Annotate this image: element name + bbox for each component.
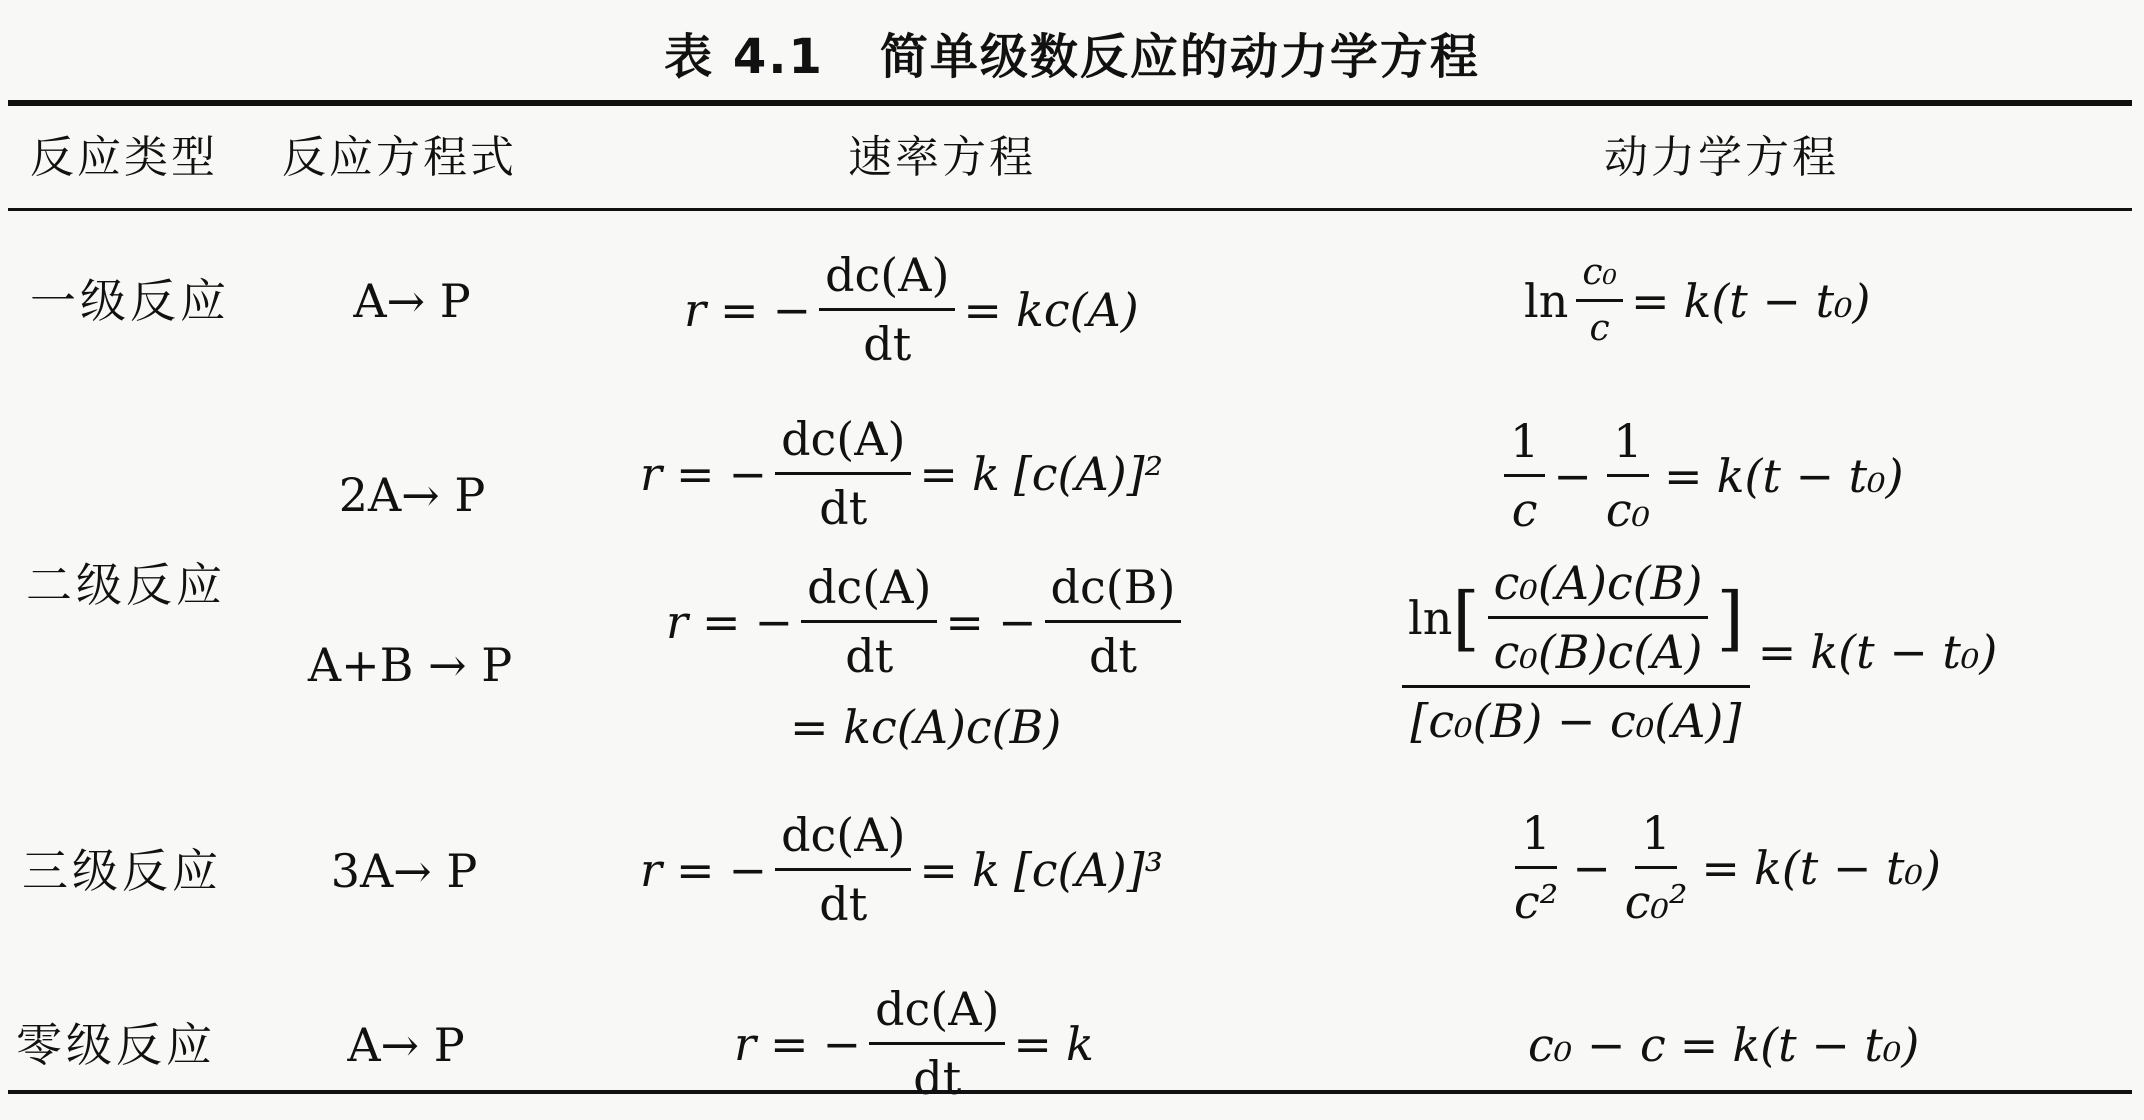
math-term: dt xyxy=(913,1051,962,1105)
math-term: k(t − t₀) xyxy=(1683,273,1871,328)
table-title-text: 简单级数反应的动力学方程 xyxy=(879,29,1480,85)
row-zero-kinetic-equation xyxy=(1528,1018,1919,1072)
math-term: r xyxy=(640,446,662,501)
header-reaction-equation: 反应方程式 xyxy=(282,132,517,183)
math-term: dc(A) xyxy=(801,560,937,623)
math-term: = xyxy=(945,594,984,649)
math-term: k(t − t₀) xyxy=(1716,448,1904,503)
math-term: − xyxy=(728,842,768,897)
math-term: k xyxy=(971,842,1000,897)
math-term: − xyxy=(754,594,794,649)
math-term: c₀ xyxy=(1582,252,1617,293)
row-first-type: 一级反应 xyxy=(30,274,230,328)
math-term: = xyxy=(1701,840,1740,895)
row-second-rate-equation-b xyxy=(666,560,1189,683)
math-term: c₀ xyxy=(1605,483,1651,537)
math-term: = xyxy=(1664,448,1703,503)
math-term: 1 xyxy=(1607,414,1648,477)
row-second-rate-equation-b-continued xyxy=(790,700,1062,754)
math-term: dc(A) xyxy=(819,248,955,311)
math-term: c₀² xyxy=(1624,875,1688,929)
math-term: = xyxy=(1679,1018,1719,1072)
math-term: = xyxy=(1013,1016,1052,1071)
math-term: = xyxy=(676,842,715,897)
math-term: r xyxy=(684,282,706,337)
math-term: − xyxy=(997,594,1037,649)
row-third-type: 三级反应 xyxy=(22,844,222,898)
math-term: dc(A) xyxy=(775,412,911,475)
math-term: r xyxy=(640,842,662,897)
row-second-kinetic-equation-b: ln [ $\frac{\text{c₀(A)c(B)}}{\text{c₀(B)c(A)}}$ ] [c₀(B) − c₀(A)] = k(t − t₀) xyxy=(1394,556,1997,748)
math-term: = xyxy=(676,446,715,501)
math-term: c xyxy=(1511,483,1538,537)
math-term: = xyxy=(919,446,958,501)
math-term: = xyxy=(919,842,958,897)
math-term: 1 xyxy=(1635,806,1676,869)
math-term: dt xyxy=(819,877,868,931)
math-term: − xyxy=(772,282,812,337)
row-first-reaction: A→ P xyxy=(353,274,471,328)
table-number: 表 4.1 xyxy=(664,29,824,85)
math-term: dt xyxy=(845,629,894,683)
math-term: = xyxy=(720,282,759,337)
math-term: − xyxy=(1572,840,1611,895)
row-second-reaction-b: A+B → P xyxy=(307,638,513,692)
math-term: = xyxy=(963,282,1002,337)
math-term: ln xyxy=(1524,273,1569,328)
math-term: dt xyxy=(1089,629,1137,683)
math-term: − xyxy=(822,1016,862,1071)
math-term: c₀ − c xyxy=(1528,1018,1666,1072)
math-term: [c(A)]³ xyxy=(1013,842,1164,897)
row-first-kinetic-equation xyxy=(1524,252,1870,349)
table-title xyxy=(0,18,2144,87)
row-second-reaction-a: 2A→ P xyxy=(338,468,486,522)
math-term: = xyxy=(1630,273,1670,328)
row-second-rate-equation-a xyxy=(640,412,1163,535)
math-term: ln xyxy=(1408,590,1453,645)
math-term: dt xyxy=(863,317,912,371)
math-term: c² xyxy=(1514,875,1559,929)
top-rule xyxy=(8,100,2132,106)
math-term: dc(A) xyxy=(775,808,911,871)
math-term: = xyxy=(702,594,741,649)
math-term: kc(A) xyxy=(1015,282,1139,337)
math-term: k xyxy=(1065,1016,1094,1071)
math-term: = kc(A)c(B) xyxy=(790,700,1062,754)
math-term: [c(A)]² xyxy=(1013,446,1164,501)
row-third-reaction: 3A→ P xyxy=(330,844,478,898)
math-term: r xyxy=(666,594,688,649)
derivative-fraction xyxy=(819,248,955,371)
header-reaction-type: 反应类型 xyxy=(30,132,218,183)
header-kinetic-equation: 动力学方程 xyxy=(1604,132,1839,183)
math-term: dc(B) xyxy=(1045,560,1182,623)
math-term: k(t − t₀) xyxy=(1732,1018,1920,1072)
math-term: dc(A) xyxy=(869,982,1005,1045)
math-term: c xyxy=(1589,308,1610,349)
header-rule xyxy=(8,208,2132,211)
math-term: = xyxy=(770,1016,809,1071)
math-term: − xyxy=(728,446,768,501)
row-first-rate-equation xyxy=(684,248,1139,371)
math-term: [c₀(B) − c₀(A)] xyxy=(1410,694,1742,748)
math-term: − xyxy=(1553,448,1592,503)
math-term: k(t − t₀) xyxy=(1753,840,1941,895)
row-third-kinetic-equation xyxy=(1500,806,1941,929)
math-term: c₀(A)c(B) xyxy=(1493,556,1703,610)
math-term: = xyxy=(1757,625,1797,679)
row-zero-rate-equation xyxy=(734,982,1094,1105)
math-term: k(t − t₀) xyxy=(1810,625,1998,679)
math-term: c₀(B)c(A) xyxy=(1493,625,1703,679)
header-rate-equation: 速率方程 xyxy=(848,132,1036,183)
row-third-rate-equation xyxy=(640,808,1163,931)
row-second-type: 二级反应 xyxy=(26,558,226,612)
row-second-kinetic-equation-a xyxy=(1496,414,1904,537)
math-term: 1 xyxy=(1515,806,1556,869)
row-zero-type: 零级反应 xyxy=(16,1018,216,1072)
math-term: dt xyxy=(819,481,868,535)
math-term: k xyxy=(971,446,1000,501)
row-zero-reaction: A→ P xyxy=(347,1018,465,1072)
math-term: 1 xyxy=(1504,414,1545,477)
math-term: r xyxy=(734,1016,756,1071)
